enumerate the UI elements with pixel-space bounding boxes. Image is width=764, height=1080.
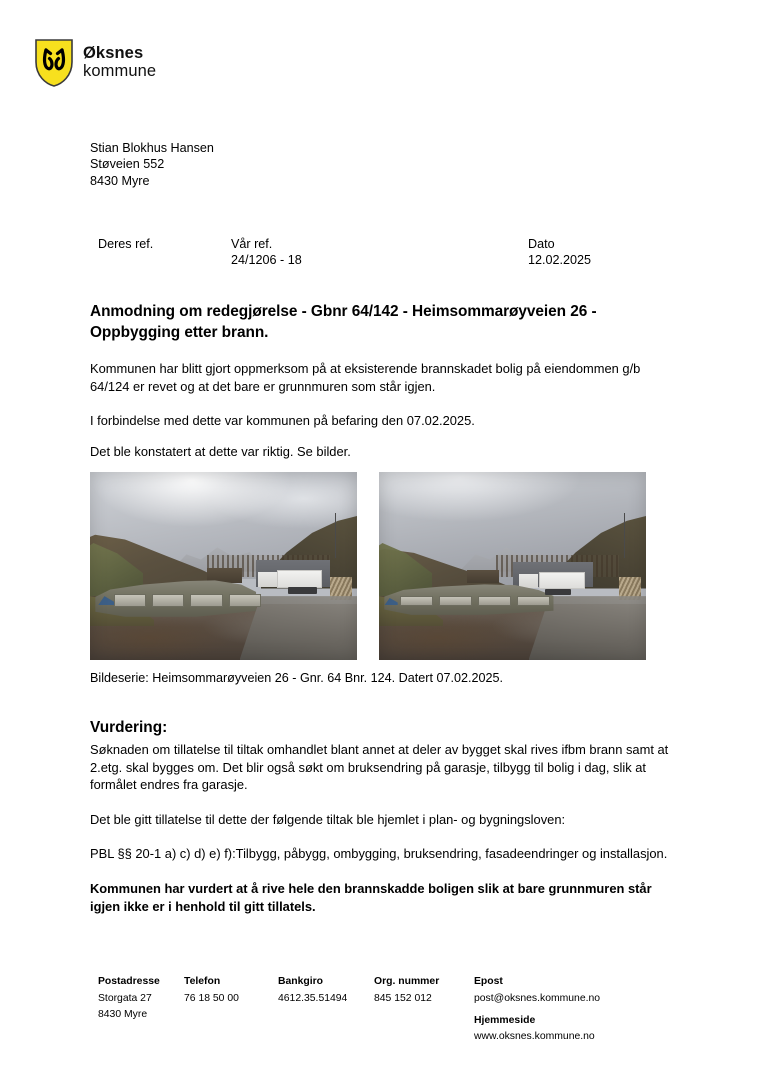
photo-white-trailer bbox=[277, 570, 322, 588]
footer-column-bankgiro bbox=[278, 974, 374, 1045]
photo-foundation-windows bbox=[114, 594, 261, 607]
footer-postadresse-line2: 8430 Myre bbox=[98, 1008, 148, 1020]
assessment-paragraph-1: Søknaden om tillatelse til tiltak omhandlet blant annet at deler av bygget skal rives ifbm brann samt at 2.etg. skal bygges om. Det blir også søkt om bruksendring på garasje, tilbygg til bolig i dag, slik at formålet endres fra garasje. bbox=[90, 742, 669, 793]
footer-postadresse-heading: Postadresse bbox=[98, 976, 160, 987]
photo-white-door bbox=[258, 572, 277, 587]
site-photo-right bbox=[379, 472, 646, 660]
page-footer bbox=[98, 974, 698, 1045]
assessment-heading: Vurdering: bbox=[90, 719, 168, 736]
recipient-street: Støveien 552 bbox=[90, 157, 165, 172]
assessment-section bbox=[90, 718, 670, 915]
dato-column bbox=[528, 236, 698, 269]
recipient-address-block bbox=[90, 140, 214, 189]
footer-bankgiro-heading: Bankgiro bbox=[278, 976, 324, 987]
footer-epost-address[interactable]: post@oksnes.kommune.no bbox=[474, 992, 601, 1004]
dato-label: Dato bbox=[528, 237, 555, 251]
organization-name bbox=[83, 44, 156, 83]
photo-series bbox=[90, 472, 646, 660]
assessment-paragraph-2: Det ble gitt tillatelse til dette der følgende tiltak ble hjemlet i plan- og bygningsloven: bbox=[90, 811, 566, 827]
org-name-line2: kommune bbox=[83, 62, 157, 80]
photo-white-door bbox=[519, 574, 538, 588]
site-photo-left bbox=[90, 472, 357, 660]
var-ref-label: Vår ref. bbox=[231, 237, 273, 251]
footer-telefon-heading: Telefon bbox=[184, 976, 221, 987]
var-ref-column bbox=[231, 236, 528, 269]
org-name-line1: Øksnes bbox=[83, 43, 144, 62]
footer-hjemmeside-url[interactable]: www.oksnes.kommune.no bbox=[474, 1031, 595, 1043]
body-paragraph-3: Det ble konstatert at dette var riktig. Se bilder. bbox=[90, 443, 351, 459]
footer-epost-heading: Epost bbox=[474, 976, 503, 987]
footer-column-org-nummer bbox=[374, 974, 474, 1045]
photo-trailer-base bbox=[545, 589, 572, 596]
assessment-conclusion: Kommunen har vurdert at å rive hele den brannskadde boligen slik at bare grunnmuren står igjen ikke er i henhold til gitt tillatels. bbox=[90, 880, 652, 914]
footer-hjemmeside-heading: Hjemmeside bbox=[474, 1014, 536, 1026]
photo-caption: Bildeserie: Heimsommarøyveien 26 - Gnr. 64 Bnr. 124. Datert 07.02.2025. bbox=[90, 671, 503, 685]
oksnes-shield-icon bbox=[34, 38, 74, 88]
footer-postadresse-line1: Storgata 27 bbox=[98, 992, 152, 1004]
photo-utility-pole bbox=[624, 513, 625, 558]
footer-column-epost bbox=[474, 974, 674, 1045]
footer-column-postadresse bbox=[98, 974, 184, 1045]
photo-outbuilding bbox=[467, 570, 499, 583]
page-title: Anmodning om redegjørelse - Gbnr 64/142 - Heimsommarøyveien 26 - Oppbygging etter brann. bbox=[90, 303, 597, 341]
deres-ref-label: Deres ref. bbox=[98, 237, 154, 251]
body-paragraph-1: Kommunen har blitt gjort oppmerksom på at eksisterende brannskadet bolig på eiendommen g/b 64/124 er revet og at det bare er grunnmuren som står igjen. bbox=[90, 361, 641, 394]
dato-value: 12.02.2025 bbox=[528, 253, 592, 268]
assessment-paragraph-3: PBL §§ 20-1 a) c) d) e) f):Tilbygg, påbygg, ombygging, bruksendring, fasadeendringer og installasjon. bbox=[90, 846, 668, 862]
var-ref-value: 24/1206 - 18 bbox=[231, 253, 302, 268]
photo-trailer-base bbox=[288, 587, 317, 595]
recipient-name: Stian Blokhus Hansen bbox=[90, 141, 214, 155]
letterhead bbox=[34, 38, 156, 88]
deres-ref-column bbox=[98, 236, 231, 269]
document-body bbox=[90, 302, 670, 473]
reference-row bbox=[98, 236, 698, 269]
photo-white-trailer bbox=[539, 572, 584, 589]
footer-column-telefon bbox=[184, 974, 278, 1045]
body-paragraph-2: I forbindelse med dette var kommunen på befaring den 07.02.2025. bbox=[90, 413, 475, 429]
recipient-postal: 8430 Myre bbox=[90, 173, 150, 188]
footer-bankgiro-line1: 4612.35.51494 bbox=[278, 992, 348, 1004]
footer-telefon-line1: 76 18 50 00 bbox=[184, 992, 239, 1004]
footer-org-heading: Org. nummer bbox=[374, 976, 440, 987]
photo-foundation-windows bbox=[400, 596, 550, 606]
photo-utility-pole bbox=[335, 513, 336, 558]
footer-org-line1: 845 152 012 bbox=[374, 992, 432, 1004]
